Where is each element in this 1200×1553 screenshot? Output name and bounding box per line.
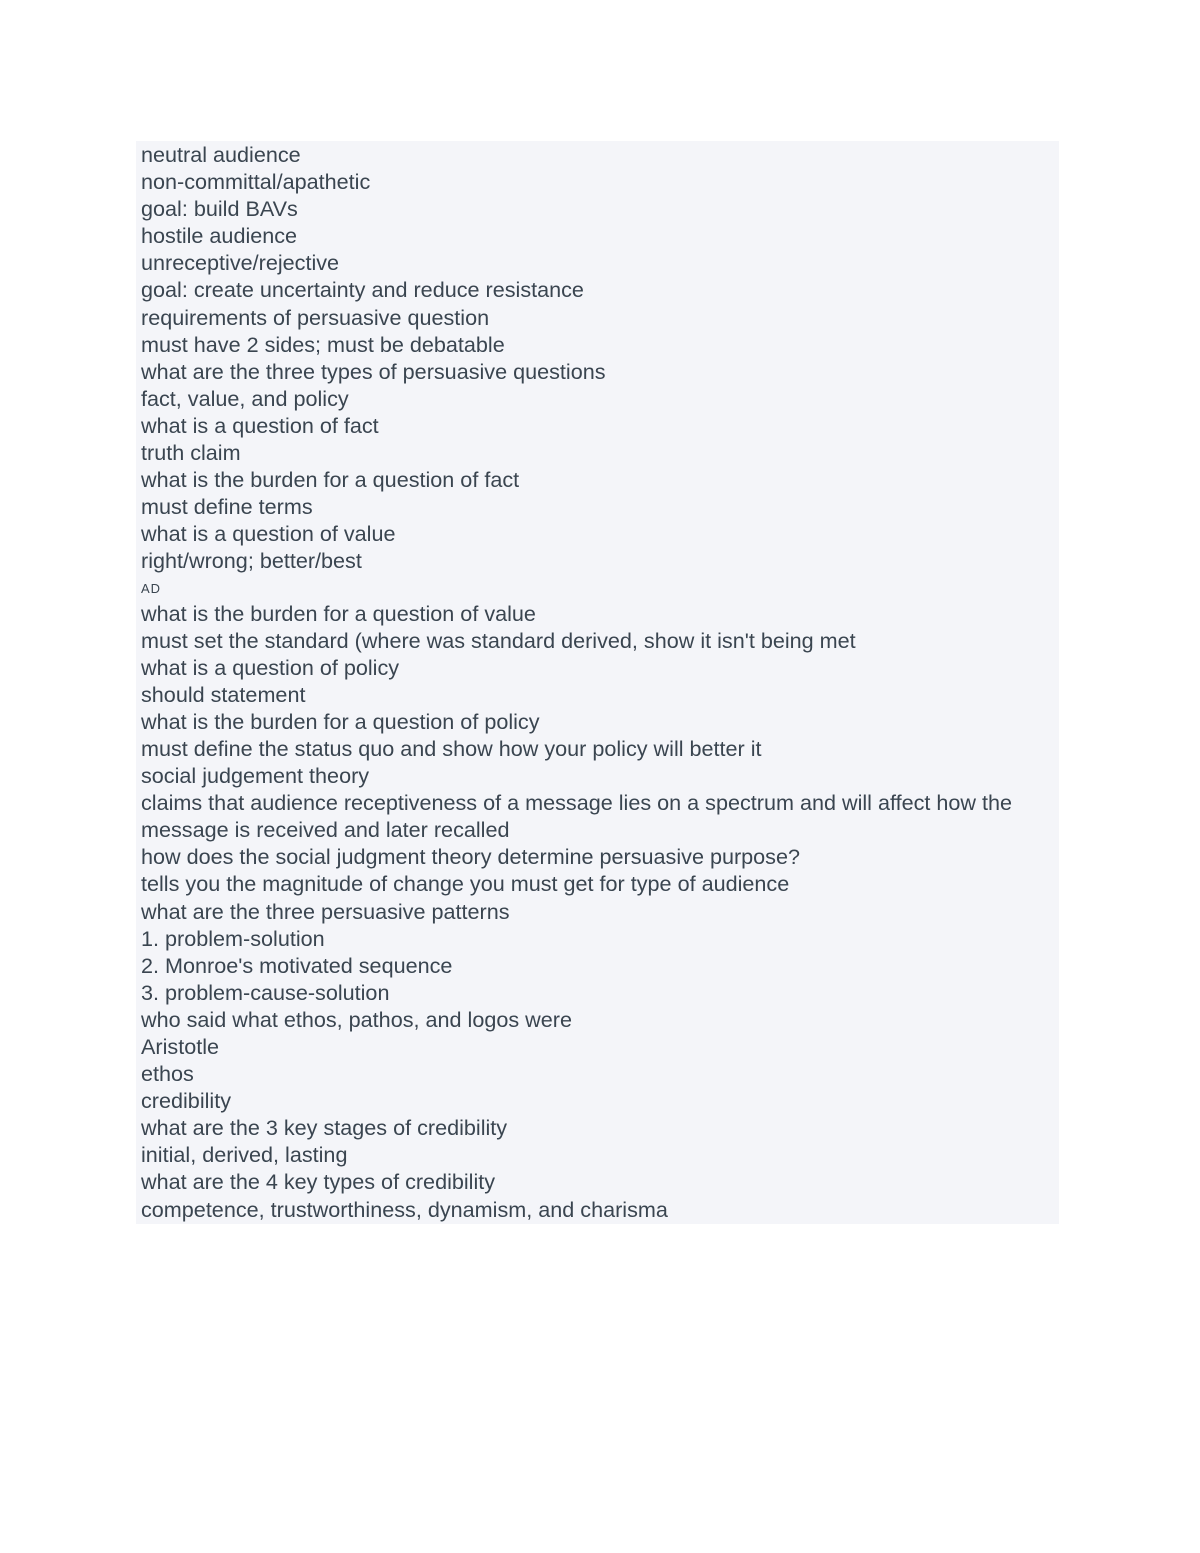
- note-line: requirements of persuasive question: [141, 304, 490, 330]
- ad-label: AD: [141, 580, 162, 596]
- note-line: hostile audience: [141, 223, 298, 249]
- note-line: tells you the magnitude of change you must get for type of audience: [141, 871, 790, 897]
- note-line: unreceptive/rejective: [141, 250, 340, 276]
- note-line: what is a question of policy: [141, 654, 400, 680]
- note-line: fact, value, and policy: [141, 385, 349, 411]
- notes-before-ad: [141, 141, 1053, 575]
- note-line: should statement: [141, 681, 306, 707]
- note-line: 2. Monroe's motivated sequence: [141, 952, 453, 978]
- note-line: right/wrong; better/best: [141, 548, 362, 574]
- note-line: must set the standard (where was standard derived, show it isn't being met: [141, 627, 856, 653]
- note-line: must define terms: [141, 494, 313, 520]
- note-line: goal: create uncertainty and reduce resistance: [141, 277, 584, 303]
- note-line: social judgement theory: [141, 763, 370, 789]
- note-line: what are the 4 key types of credibility: [141, 1169, 496, 1195]
- note-line: what is the burden for a question of policy: [141, 708, 540, 734]
- note-line: what are the three types of persuasive questions: [141, 358, 606, 384]
- note-line: goal: build BAVs: [141, 196, 298, 222]
- note-line: initial, derived, lasting: [141, 1142, 348, 1168]
- note-line: what is a question of fact: [141, 412, 379, 438]
- note-line: neutral audience: [141, 142, 301, 167]
- note-line: what are the three persuasive patterns: [141, 898, 510, 924]
- note-line: what is the burden for a question of fact: [141, 467, 520, 493]
- notes-after-ad: [141, 600, 1053, 1223]
- note-line: what are the 3 key stages of credibility: [141, 1115, 508, 1141]
- note-line: must define the status quo and show how your policy will better it: [141, 735, 762, 761]
- flashcard-text-block: [136, 141, 1059, 1224]
- note-line: Aristotle: [141, 1034, 220, 1059]
- note-line: non-committal/apathetic: [141, 169, 371, 195]
- note-line: competence, trustworthiness, dynamism, and charisma: [141, 1196, 668, 1222]
- note-line: credibility: [141, 1088, 232, 1114]
- note-line: what is a question of value: [141, 521, 396, 547]
- note-line: how does the social judgment theory determine persuasive purpose?: [141, 844, 800, 870]
- note-line: truth claim: [141, 440, 241, 466]
- note-line: 3. problem-cause-solution: [141, 979, 390, 1005]
- note-line: must have 2 sides; must be debatable: [141, 331, 505, 357]
- note-line: what is the burden for a question of value: [141, 600, 536, 626]
- note-line: 1. problem-solution: [141, 925, 325, 951]
- note-line: ethos: [141, 1061, 194, 1087]
- note-line: claims that audience receptiveness of a message lies on a spectrum and will affect how the message is received and later recalled: [141, 790, 1013, 843]
- note-line: who said what ethos, pathos, and logos were: [141, 1006, 572, 1032]
